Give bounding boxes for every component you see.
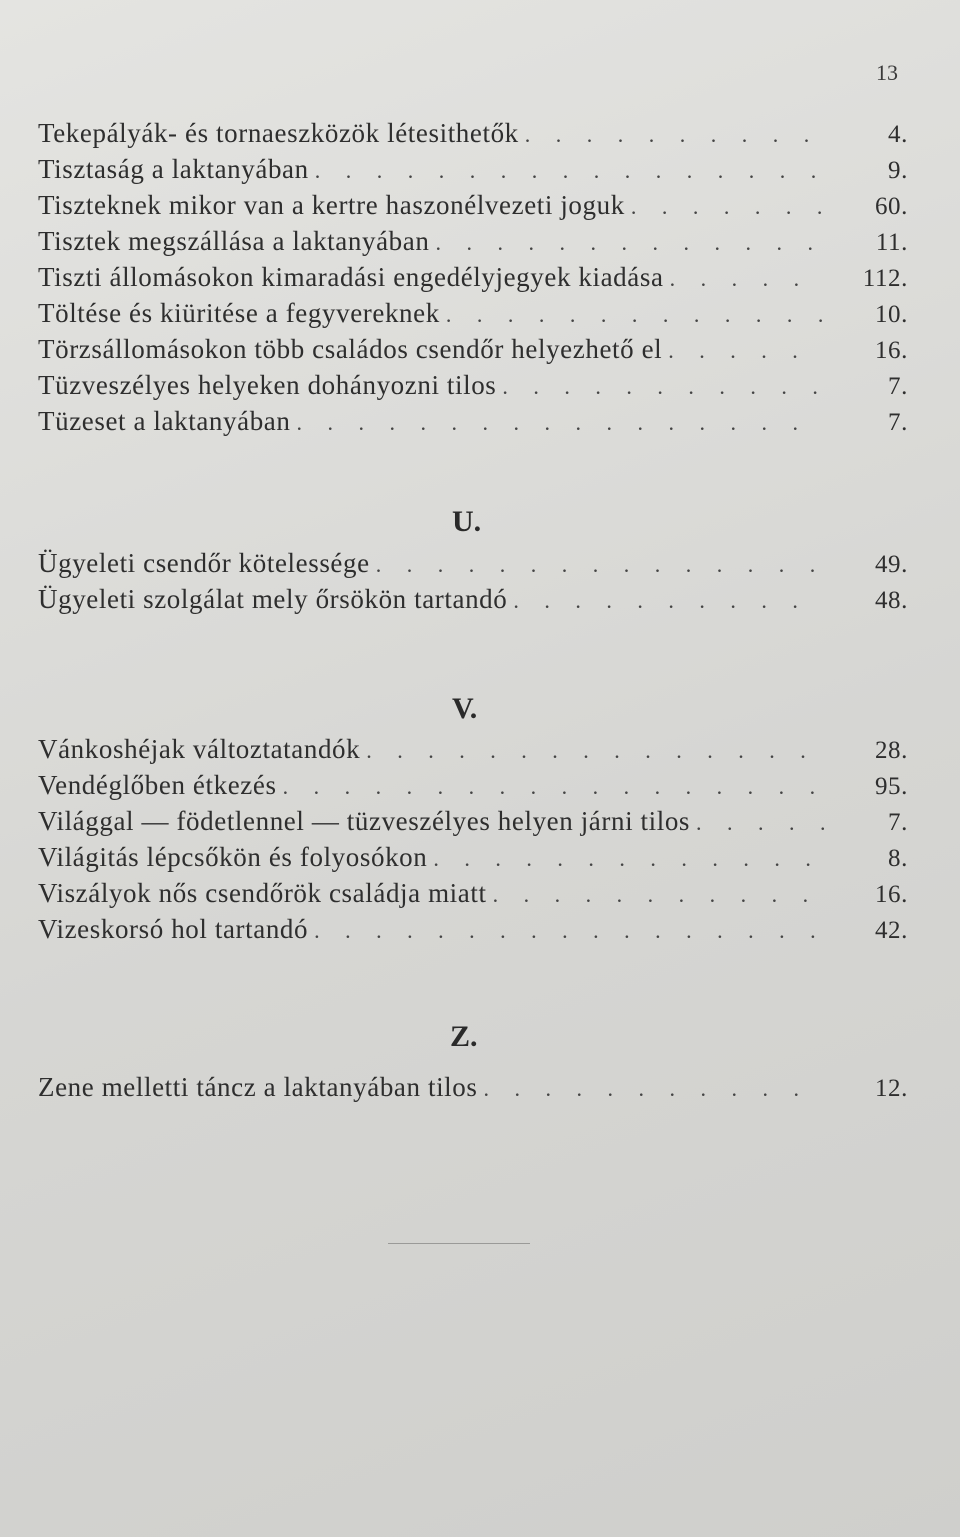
entry-label: Tüzveszélyes helyeken dohányozni tilos — [38, 370, 497, 400]
leader-dots — [493, 882, 824, 908]
entry-page: 7. — [888, 809, 908, 836]
entry-label: Tisztek megszállása a laktanyában — [38, 226, 430, 256]
index-entry — [38, 154, 908, 188]
page-number: 13 — [876, 60, 898, 85]
index-entry — [38, 1072, 908, 1106]
entry-page: 8. — [888, 845, 908, 872]
closing-rule — [388, 1243, 530, 1244]
entry-label: Ügyeleti csendőr kötelessége — [38, 548, 370, 578]
entry-label: Ügyeleti szolgálat mely őrsökön tartandó — [38, 584, 508, 614]
entry-label: Viszályok nős csendőrök családja miatt — [38, 878, 487, 908]
index-entry — [38, 770, 908, 804]
index-entry — [38, 914, 908, 948]
entry-page: 95. — [874, 773, 908, 800]
index-entry — [38, 842, 908, 876]
entry-page: 10. — [874, 301, 908, 328]
entry-label: Törzsállomásokon több családos csendőr helyezhető el — [38, 334, 663, 364]
entry-page: 112. — [862, 265, 908, 292]
leader-dots — [366, 738, 824, 764]
index-entry — [38, 118, 908, 152]
entry-label: Vánkoshéjak változtatandók — [38, 734, 361, 764]
leader-dots — [696, 810, 824, 836]
entry-label: Világgal — födetlennel — tüzveszélyes helyen járni tilos — [38, 806, 691, 836]
entry-label: Tiszteknek mikor van a kertre haszonélvezeti joguk — [38, 190, 625, 220]
entry-page: 12. — [874, 1075, 908, 1102]
leader-dots — [513, 588, 824, 614]
index-entry — [38, 406, 908, 440]
entry-page: 7. — [888, 373, 908, 400]
index-entry — [38, 370, 908, 404]
index-entry — [38, 262, 908, 296]
entry-label: Tisztaság a laktanyában — [38, 154, 309, 184]
entry-label: Töltése és kiüritése a fegyvereknek — [38, 298, 440, 328]
leader-dots — [376, 552, 824, 578]
leader-dots — [315, 158, 824, 184]
entry-page: 16. — [874, 337, 908, 364]
index-entry — [38, 190, 908, 224]
section-heading: Z. — [450, 1020, 478, 1053]
entry-page: 11. — [875, 229, 908, 256]
leader-dots — [283, 774, 824, 800]
index-entry — [38, 334, 908, 368]
entry-label: Világitás lépcsőkön és folyosókon — [38, 842, 428, 872]
index-entry — [38, 806, 908, 840]
section-heading: U. — [452, 505, 482, 538]
entry-label: Zene melletti táncz a laktanyában tilos — [38, 1072, 478, 1102]
index-entry — [38, 226, 908, 260]
entry-page: 48. — [874, 587, 908, 614]
entry-label: Tüzeset a laktanyában — [38, 406, 291, 436]
leader-dots — [668, 338, 824, 364]
index-entry — [38, 878, 908, 912]
entry-label: Tekepályák- és tornaeszközök létesithetők — [38, 118, 519, 148]
entry-page: 60. — [874, 193, 908, 220]
leader-dots — [296, 410, 824, 436]
leader-dots — [433, 846, 824, 872]
index-entry — [38, 548, 908, 582]
entry-label: Tiszti állomásokon kimaradási engedélyjegyek kiadása — [38, 262, 664, 292]
section-heading: V. — [452, 692, 478, 725]
entry-page: 4. — [888, 121, 908, 148]
index-entry — [38, 298, 908, 332]
leader-dots — [435, 230, 824, 256]
entry-page: 16. — [874, 881, 908, 908]
leader-dots — [631, 194, 824, 220]
entry-page: 9. — [888, 157, 908, 184]
entry-page: 49. — [874, 551, 908, 578]
leader-dots — [525, 122, 824, 148]
entry-page: 42. — [874, 917, 908, 944]
index-entry — [38, 584, 908, 618]
leader-dots — [670, 266, 824, 292]
entry-label: Vendéglőben étkezés — [38, 770, 277, 800]
leader-dots — [502, 374, 824, 400]
index-entry — [38, 734, 908, 768]
leader-dots — [446, 302, 824, 328]
entry-label: Vizeskorsó hol tartandó — [38, 914, 309, 944]
leader-dots — [314, 918, 824, 944]
entry-page: 28. — [874, 737, 908, 764]
entry-page: 7. — [888, 409, 908, 436]
leader-dots — [483, 1076, 824, 1102]
